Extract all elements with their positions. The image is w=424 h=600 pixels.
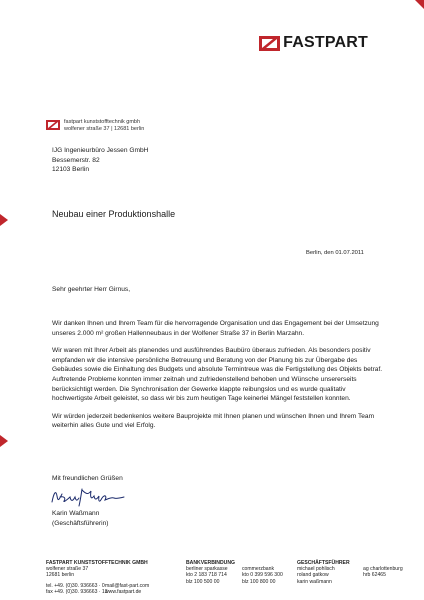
fold-mark-top [0,214,8,226]
manager-2: roland gatkow [297,572,329,579]
manager-3: karin waßmann [297,578,332,585]
recipient-city: 12103 Berlin [52,166,90,173]
body-paragraph-2: Wir waren mit Ihrer Arbeit als planendes und ausführendes Baubüro überaus zufrieden. Als besonders positiv empfanden wir die intensive persönliche Betreuung und Beratung von der Planung bis zur Übergabe des Gebäudes sowie die Einhaltung des Budgets und absolute Termintreue was die Fertigstellung des Objekts betraf. Auftretende Probleme konnten immer zeitnah und zufriedenstellend behoben und Wünsche unsererseits berücksichtigt werden. Die Synchronisation der Gewerke klappte reibungslos und es wurde qualitativ hochwertigste Arbeit geleistet, so dass wir bis zum heutigen Tage keinerlei Mängel feststellen konnten. [52,347,383,403]
footer-management [297,560,403,585]
bank2-name: commerzbank [242,566,274,573]
logo-text: FASTPART [283,34,368,51]
letter-body [52,319,386,439]
footer-mgmt-title: GESCHÄFTSFÜHRER [297,560,350,566]
corner-mark [415,0,424,9]
letter-date: Berlin, den 01.07.2011 [306,250,364,256]
company-logo [259,34,368,52]
recipient-street: Bessemerstr. 82 [52,156,100,164]
fastpart-logo-icon [259,36,280,51]
sender-address: wolfener straße 37 | 12681 berlin [64,125,145,132]
footer-bank-title: BANKVERBINDUNG [186,560,235,566]
closing-phrase: Mit freundlichen Grüßen [52,475,123,482]
footer-fax: fax +49. (0)30. 936663 · 13 [46,588,108,595]
footer-company-city: 12681 berlin [46,572,75,579]
register-number: hrb 62465 [363,572,386,579]
footer-bank [186,560,283,585]
fastpart-logo-small-icon [46,120,60,130]
bank1-code: blz 100 500 00 [186,578,220,585]
signer-block [52,509,108,528]
recipient-address [52,146,148,175]
letter-subject: Neubau einer Produktionshalle [52,209,176,219]
footer-company [46,560,149,595]
manager-1: michael pohlisch [297,566,335,573]
footer-tel: tel. +49. (0)30. 936663 · 0 [46,582,105,589]
footer-company-street: wolfener straße 37 [46,566,89,573]
bank1-name: berliner sparkasse [186,566,228,573]
sender-name: fastpart kunststofftechnik gmbh [64,119,141,125]
signer-name: Karin Waßmann [52,510,100,517]
body-paragraph-3: Wir würden jederzeit bedenkenlos weitere Bauprojekte mit Ihnen planen und wünschen Ihnen und Ihrem Team weiterhin alles Gute und viel Erfolg. [52,412,375,430]
register-court: ag charlottenburg [363,566,403,573]
footer-web: www.fastpart.de [105,588,142,595]
sender-line [46,119,144,132]
recipient-company: IJG Ingenieurbüro Jessen GmbH [52,147,149,154]
bank1-account: kto 2 183 718 714 [186,572,227,579]
footer-company-title: FASTPART KUNSTSTOFFTECHNIK GMBH [46,560,148,566]
bank2-code: blz 100 800 00 [242,578,276,585]
salutation: Sehr geehrter Herr Girnus, [52,286,131,293]
handwritten-signature [50,486,130,508]
body-paragraph-1: Wir danken Ihnen und Ihrem Team für die hervorragende Organisation und das Engagement bei der Umsetzung unseres 2.000 m² großen Hallenneubaus in der Wolfener Straße 37 in Berlin Marzahn. [52,320,379,337]
footer-mail: mail@fast-part.com [105,582,150,589]
signer-role: (Geschäftsführerin) [52,519,109,527]
fold-mark-bottom [0,435,8,447]
bank2-account: kto 0 399 596 300 [242,572,283,579]
